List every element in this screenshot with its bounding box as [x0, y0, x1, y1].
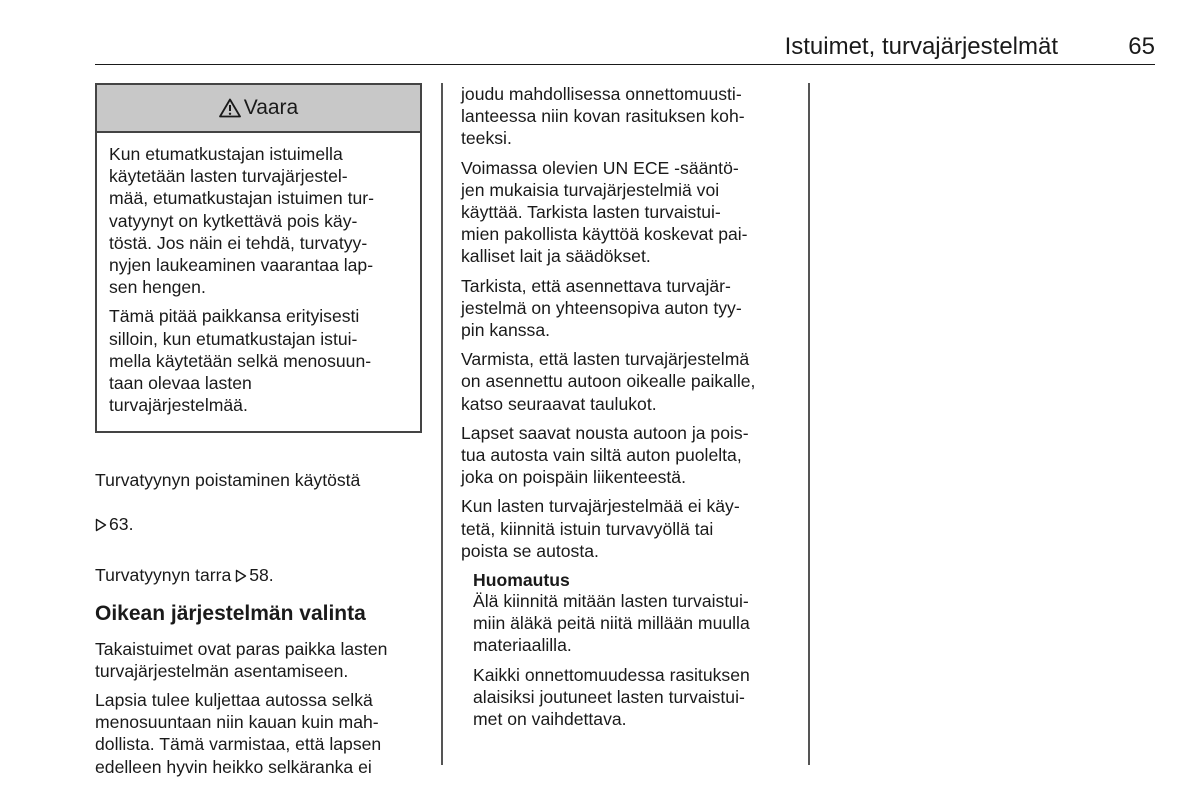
reference-page: 58. — [249, 565, 274, 586]
warning-header — [97, 85, 420, 133]
page-number: 65 — [1128, 33, 1155, 60]
airbag-deactivation-reference[interactable] — [95, 446, 422, 535]
reference-text: Turvatyynyn tarra — [95, 565, 232, 586]
note-paragraph: Kaikki onnettomuudessa rasituksen alaisiksi joutuneet lasten turvaistui- met on vaihdettava. — [473, 664, 750, 730]
body-paragraph: Takaistuimet ovat paras paikka lasten turvajärjestelmän asentamiseen. — [95, 638, 388, 681]
body-paragraph: joudu mahdollisessa onnettomuusti- lanteessa niin kovan rasituksen koh- teeksi. — [461, 84, 745, 149]
page-header — [95, 30, 1155, 65]
body-paragraph: Lapsia tulee kuljettaa autossa selkä menosuuntaan niin kauan kuin mah- dollista. Tämä varmistaa, että lapsen edelleen hyvin heikko selkäranka ei — [95, 690, 382, 777]
column-1 — [95, 83, 422, 785]
chapter-title: Istuimet, turvajärjestelmät — [784, 33, 1058, 60]
section-heading: Oikean järjestelmän valinta — [95, 601, 366, 625]
page-reference-arrow-icon — [95, 518, 107, 532]
body-paragraph: Kun lasten turvajärjestelmää ei käy- tetä, kiinnitä istuin turvavyöllä tai poista se autosta. — [461, 496, 740, 561]
airbag-label-reference[interactable] — [95, 542, 422, 586]
note-paragraph: Älä kiinnitä mitään lasten turvaistui- miin äläkä peitä niitä millään muulla materiaalilla. — [473, 591, 750, 656]
body-paragraph: Voimassa olevien UN ECE -sääntö- jen mukaisia turvajärjestelmiä voi käyttää. Tarkista lasten turvaistui- mien pakollista käyttöä koskevat pai- kalliset lait ja säädökset. — [461, 157, 748, 267]
warning-box — [95, 83, 422, 433]
column-2 — [461, 83, 791, 737]
body-paragraph: Lapset saavat nousta autoon ja pois- tua autosta vain siltä auton puolelta, joka on poispäin liikenteestä. — [461, 422, 749, 488]
warning-title: Vaara — [243, 96, 299, 119]
column-divider-2 — [808, 83, 810, 765]
body-paragraph: Tarkista, että asennettava turvajär- jestelmä on yhteensopiva auton tyy- pin kanssa. — [461, 275, 742, 341]
page-reference-arrow-icon — [235, 569, 247, 583]
note-block — [473, 570, 791, 730]
warning-triangle-icon — [219, 98, 241, 118]
reference-page: 63. — [109, 514, 134, 535]
warning-body — [97, 133, 420, 431]
note-title: Huomautus — [473, 570, 570, 591]
column-divider-1 — [441, 83, 443, 765]
body-paragraph: Varmista, että lasten turvajärjestelmä on asennettu autoon oikealle paikalle, katso seuraavat taulukot. — [461, 349, 756, 414]
reference-text: Turvatyynyn poistaminen käytöstä — [95, 469, 361, 490]
warning-paragraph: Kun etumatkustajan istuimella käytetään lasten turvajärjestel- mää, etumatkustajan istuimen tur- vatyynyt on kytkettävä pois käy- töstä. Jos näin ei tehdä, turvatyy- nyjen laukeaminen vaarantaa lap- sen hengen. — [109, 144, 374, 298]
warning-paragraph: Tämä pitää paikkansa erityisesti silloin, kun etumatkustajan istui- mella käytetään selkä menosuun- taan olevaa lasten turvajärjestelmää. — [109, 306, 372, 416]
